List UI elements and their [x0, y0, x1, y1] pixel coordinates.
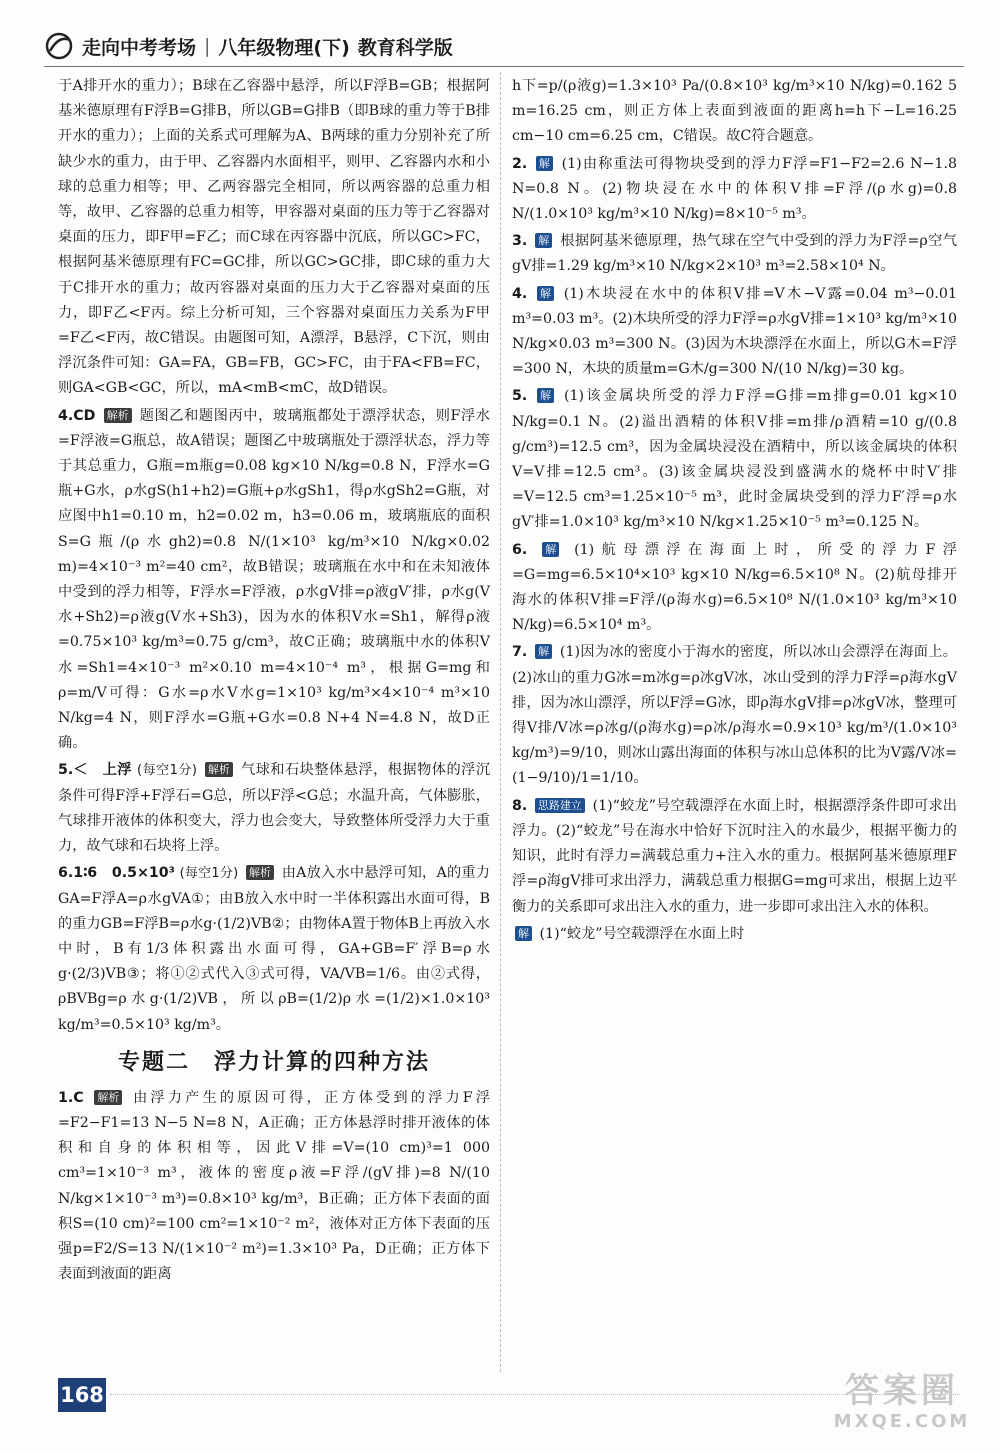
- answer-r2-label: 2.: [512, 155, 528, 172]
- solution-tag: 解: [535, 233, 552, 248]
- answer-r8-solution-text: (1)“蛟龙”号空载漂浮在水面上时: [539, 925, 745, 942]
- answer-r7: [512, 640, 957, 791]
- solution-tag: 解: [537, 388, 554, 403]
- header-edition: 教育科学版: [357, 36, 453, 59]
- answer-r7-text: (1)因为冰的密度小于海水的密度，所以冰山会漂浮在海面上。(2)冰山的重力G冰=m冰g=ρ冰gV冰，冰山受到的浮力F浮=ρ海水gV排，因为冰山漂浮，所以F浮=G冰，即ρ海水gV排=ρ冰gV冰，整理可得V排/V冰=ρ冰g/(ρ海水g)=ρ冰/ρ海水=0.9×10³ kg/m³/(1.0×10³ kg/m³)=9/10，则冰山露出海面的体积与冰山总体积的比为V露/V冰=(1−9/10)/1=1/10。: [512, 644, 957, 787]
- right-paragraph-continuation: h下=p/(ρ液g)=1.3×10³ Pa/(0.8×10³ kg/m³×10 N/kg)=0.162 5 m=16.25 cm，则正方体上表面到液面的距离h=h下−L=16.25 cm−10 cm=6.25 cm，C错误。故C符合题意。: [512, 78, 957, 145]
- analysis-tag: 解析: [104, 408, 132, 423]
- answer-q5-label: 5.＜ 上浮: [58, 762, 132, 779]
- answer-q5-score: (每空1分): [137, 763, 197, 779]
- answer-r8: [512, 794, 957, 920]
- solution-tag: 解: [537, 286, 554, 301]
- answer-r3-text: 根据阿基米德原理，热气球在空气中受到的浮力为F浮=ρ空气gV排=1.29 kg/m³×10 N/kg×2×10³ m³=2.58×10⁴ N。: [512, 233, 958, 275]
- answer-q5-text: 气球和石块整体悬浮，根据物体的浮沉条件可得F浮+F浮石=G总，所以F浮<G总；水温升高，气体膨胀，气球排开液体的体积变大，浮力也会变大，导致整体所受浮力大于重力，故气球和石块将上浮。: [58, 762, 491, 855]
- solution-tag: 解: [542, 542, 559, 557]
- header-rule: [44, 66, 964, 67]
- analysis-tag: 解析: [205, 762, 233, 777]
- analysis-tag: 解析: [246, 865, 274, 880]
- answer-q6: [58, 861, 490, 1037]
- answer-r8-solution: [512, 922, 957, 947]
- answer-r7-label: 7.: [512, 644, 528, 661]
- header-separator: |: [204, 35, 211, 57]
- section2-answer-q1-text: 由浮力产生的原因可得，正方体受到的浮力F浮=F2−F1=13 N−5 N=8 N，A正确；正方体悬浮时排开液体的体积和自身的体积相等，因此V排=V=(10 cm)³=1 000 cm³=1×10⁻³ m³，液体的密度ρ液=F浮/(gV排)=8 N/(10 N/kg×1×10⁻³ m³)=0.8×10³ kg/m³，B正确；正方体下表面的面积S=(10 cm)²=100 cm²=1×10⁻² m²，液体对正方体下表面的压强p=F2/S=13 N/(1×10⁻² m²)=1.3×10³ Pa，D正确；正方体下表面到液面的距离: [58, 1089, 490, 1283]
- answer-r5-text: (1)该金属块所受的浮力F浮=G排=m排g=0.01 kg×10 N/kg=0.1 N。(2)溢出酒精的体积V排=m排/ρ酒精=10 g/(0.8 g/cm³)=12.5 cm³，因为金属块浸没在酒精中，所以该金属块的体积V=V排=12.5 cm³。(3)该金属块浸没到盛满水的烧杯中时V′排=V=12.5 cm³=1.25×10⁻⁵ m³，此时金属块受到的浮力F′浮=ρ水gV′排=1.0×10³ kg/m³×10 N/kg×1.25×10⁻⁵ m³=0.125 N。: [512, 388, 957, 531]
- section2-answer-q1: [58, 1086, 490, 1288]
- solution-tag: 解: [535, 644, 552, 659]
- header-title: 走向中考考场: [82, 36, 197, 59]
- answer-r8-approach: (1)“蛟龙”号空载漂浮在水面上时，根据漂浮条件即可求出浮力。(2)“蛟龙”号在海水中恰好下沉时注入的水最少，根据平衡力的知识，此时有浮力=满载总重力+注入水的重力。根据阿基米德原理F浮=ρ海gV排可求出浮力，满载总重力根据G=mg可求出，根据上边平衡力的关系即可求出注入水的重力，进一步即可求出注入水的体积。: [512, 797, 957, 915]
- watermark: [812, 1372, 992, 1442]
- answer-r3-label: 3.: [512, 233, 528, 250]
- answer-r4-label: 4.: [512, 285, 528, 302]
- answer-q6-score: (每空1分): [179, 866, 239, 882]
- left-paragraph-continuation: 于A排开水的重力）；B球在乙容器中悬浮，所以F浮B=GB；根据阿基米德原理有F浮B=G排B，所以GB=G排B（即B球的重力等于B排开水的重力）；上面的关系式可理解为A、B两球的重力分别补充了所缺少水的重力，由于甲、乙容器内水面相平，则甲、乙容器内水和小球的总重力相等；甲、乙两容器完全相同，所以两容器的总重力相等，故甲、乙容器的总重力相等，甲容器对桌面的压力等于乙容器对桌面的压力，即F甲=F乙；而C球在丙容器中沉底，所以GC>FC，根据阿基米德原理有FC=GC排，所以GC>GC排，即C球的重力大于C排开水的重力；故丙容器对桌面的压力大于乙容器对桌面的压力，即F乙<F丙。综上分析可知，三个容器对桌面压力关系为F甲=F乙<F丙，故C错误。由题图可知，A漂浮，B悬浮，C下沉，则由浮沉条件可知：GA=FA，GB=FB，GC>FC，由于FA<FB=FC，则GA<GB<GC，所以，mA<mB<mC，故D错误。: [58, 78, 490, 397]
- watermark-line2: MXQE.COM: [833, 1411, 971, 1432]
- column-divider: [500, 72, 501, 1372]
- answer-r2: [512, 152, 957, 228]
- left-column: [58, 74, 490, 1289]
- solution-tag: 解: [515, 926, 532, 941]
- analysis-tag: 解析: [94, 1090, 122, 1105]
- answer-r6: [512, 538, 957, 639]
- answer-r6-label: 6.: [512, 541, 528, 558]
- approach-tag: 思路建立: [535, 798, 585, 813]
- book-logo-icon: [44, 31, 74, 61]
- answer-q4-text: 题图乙和题图丙中，玻璃瓶都处于漂浮状态，则F浮水=F浮液=G瓶总，故A错误；题图乙中玻璃瓶处于漂浮状态，浮力等于其总重力，G瓶=m瓶g=0.08 kg×10 N/kg=0.8 N，F浮水=G瓶+G水，ρ水gS(h1+h2)=G瓶+ρ水gSh1，得ρ水gSh2=G瓶，对应图中h1=0.10 m，h2=0.02 m，h3=0.06 m，玻璃瓶底的面积S=G瓶/(ρ水gh2)=0.8 N/(1×10³ kg/m³×10 N/kg×0.02 m)=4×10⁻³ m²=40 cm²，故B错误；玻璃瓶在水中和在未知液体中受到的浮力相等，F浮水=F浮液，ρ水gV排=ρ液gV′排，ρ水g(V水+Sh2)=ρ液g(V水+Sh3)，因为水的体积V水=Sh1，解得ρ液=0.75×10³ kg/m³=0.75 g/cm³，故C正确；玻璃瓶中水的体积V水=Sh1=4×10⁻³ m²×0.10 m=4×10⁻⁴ m³，根据G=mg和ρ=m/V可得：G水=ρ水V水g=1×10³ kg/m³×4×10⁻⁴ m³×10 N/kg=4 N，则F浮水=G瓶+G水=0.8 N+4 N=4.8 N，故D正确。: [58, 407, 490, 752]
- answer-r2-text: (1)由称重法可得物块受到的浮力F浮=F1−F2=2.6 N−1.8 N=0.8 N。(2)物块浸在水中的体积V排=F浮/(ρ水g)=0.8 N/(1.0×10³ kg/m³×10 N/kg)=8×10⁻⁵ m³。: [512, 155, 957, 223]
- answer-q5: [58, 758, 490, 859]
- answer-r4-text: (1)木块浸在水中的体积V排=V木−V露=0.04 m³−0.01 m³=0.03 m³。(2)木块所受的浮力F浮=ρ水gV排=1×10³ kg/m³×10 N/kg×0.03 m³=300 N。(3)因为木块漂浮在水面上，所以G木=F浮=300 N，木块的质量m=G木/g=300 N/(10 N/kg)=30 kg。: [512, 285, 957, 378]
- answer-r5: [512, 384, 957, 535]
- solution-tag: 解: [536, 156, 553, 171]
- answer-q4: [58, 404, 490, 757]
- page-header: [44, 30, 464, 62]
- answer-r6-text: (1)航母漂浮在海面上时，所受的浮力F浮=G=mg=6.5×10⁴×10³ kg×10 N/kg=6.5×10⁸ N。(2)航母排开海水的体积V排=F浮/(ρ海水g)=6.5×10⁸ N/(1.0×10³ kg/m³×10 N/kg)=6.5×10⁴ m³。: [512, 541, 957, 634]
- section2-answer-q1-label: 1.C: [58, 1089, 84, 1106]
- answer-r8-label: 8.: [512, 797, 528, 814]
- page-number: 168: [58, 1378, 106, 1412]
- answer-r3: [512, 229, 957, 279]
- section-title: 专题二 浮力计算的四种方法: [117, 1049, 430, 1075]
- right-column: [512, 74, 957, 949]
- header-subject: 八年级物理(下): [218, 36, 350, 59]
- answer-q6-text: 由A放入水中悬浮可知，A的重力GA=F浮A=ρ水gVA①；由B放入水中时一半体积露出水面可得，B的重力GB=F浮B=ρ水g·(1/2)VB②；由物体A置于物体B上再放入水中时，B有1/3体积露出水面可得，GA+GB=F′浮B=ρ水g·(2/3)VB③；将①②式代入③式可得，VA/VB=1/6。由②式得，ρBVBg=ρ水g·(1/2)VB，所以ρB=(1/2)ρ水=(1/2)×1.0×10³ kg/m³=0.5×10³ kg/m³。: [58, 865, 490, 1033]
- answer-r5-label: 5.: [512, 388, 528, 405]
- watermark-line1: 答案圈: [845, 1371, 959, 1411]
- answer-r4: [512, 282, 957, 383]
- answer-q4-label: 4.CD: [58, 407, 96, 424]
- answer-q6-label: 6.1∶6 0.5×10³: [58, 865, 175, 882]
